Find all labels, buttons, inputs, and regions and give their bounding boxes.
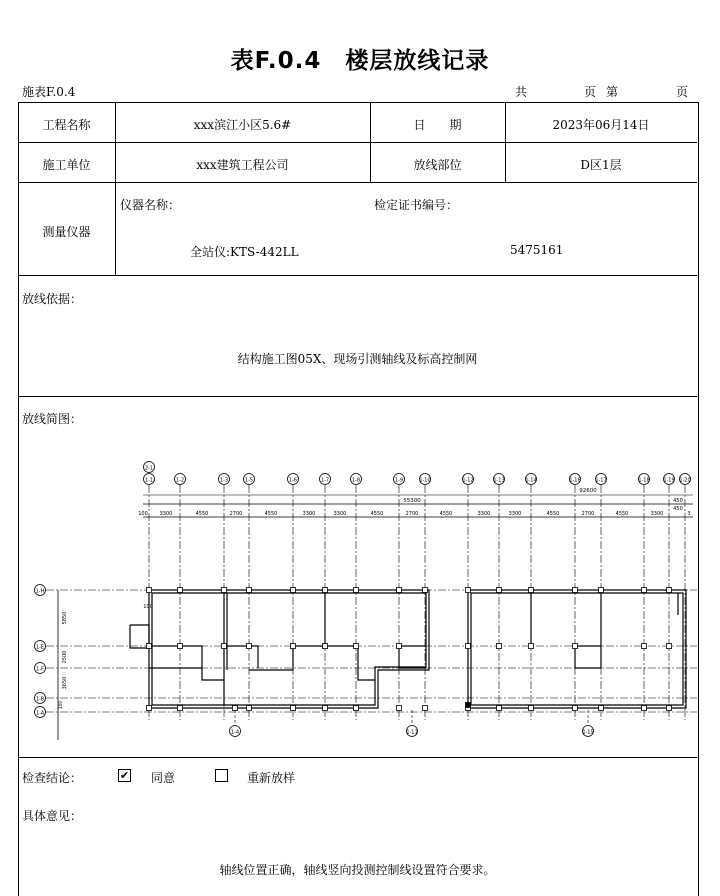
- row-divider: [18, 757, 697, 758]
- column: [147, 588, 152, 593]
- dimension-text: 100: [59, 700, 64, 710]
- column: [291, 588, 296, 593]
- axis-label: 1-19: [663, 477, 675, 484]
- page-title: 表F.0.4 楼层放线记录: [230, 48, 490, 74]
- axis-label: 1-14: [525, 477, 537, 484]
- axis-label: 1-1: [144, 477, 154, 484]
- axis-label: 1-2: [175, 477, 185, 484]
- axis-label: 1-H: [35, 588, 45, 595]
- relay-label: 重新放样: [247, 771, 296, 785]
- row-divider: [18, 275, 697, 276]
- dimension-text: 100: [143, 604, 153, 610]
- column: [573, 644, 578, 649]
- axis-label: 1-F: [36, 666, 44, 673]
- agree-label: 同意: [151, 771, 176, 785]
- agree-checkbox[interactable]: ✔: [119, 769, 130, 782]
- axis-label: 1-18: [638, 477, 650, 484]
- column: [529, 644, 534, 649]
- wall: [471, 593, 683, 705]
- basis-label: 放线依据：: [22, 292, 83, 306]
- column: [423, 588, 428, 593]
- date-value: 2023年06月14日: [552, 118, 650, 132]
- row-divider: [18, 396, 697, 397]
- construction-unit-label: 施工单位: [42, 158, 91, 172]
- instrument-label: 测量仪器: [42, 225, 91, 239]
- column: [497, 706, 502, 711]
- dimension-total: 92600: [579, 488, 597, 494]
- column: [497, 588, 502, 593]
- column: [147, 644, 152, 649]
- dimension-text: 3300: [477, 511, 491, 517]
- page-label-2: 页: [676, 85, 689, 99]
- dimension-text: 4550: [615, 511, 629, 517]
- column: [147, 706, 152, 711]
- row-divider: [18, 142, 697, 143]
- axis-label: 1-12: [462, 477, 474, 484]
- wall: [249, 646, 293, 670]
- column: [466, 703, 471, 708]
- column: [233, 706, 238, 711]
- dimension-text: 5850: [62, 611, 68, 625]
- axis-label: 1-8: [351, 477, 361, 484]
- column: [247, 706, 252, 711]
- axis-label: 1-4: [230, 729, 240, 736]
- wall: [293, 646, 375, 680]
- opinion-label: 具体意见：: [22, 809, 83, 823]
- floor-plan-sketch: [18, 440, 697, 752]
- wall: [399, 646, 426, 668]
- dimension-text: 4550: [195, 511, 209, 517]
- column: [354, 706, 359, 711]
- column: [178, 706, 183, 711]
- column: [573, 706, 578, 711]
- dimension-text: 3650: [62, 676, 68, 690]
- axis-label: 1-10: [419, 477, 431, 484]
- column: [599, 706, 604, 711]
- column: [323, 588, 328, 593]
- column: [222, 644, 227, 649]
- column: [466, 588, 471, 593]
- column: [247, 644, 252, 649]
- dimension-total: 55300: [403, 498, 421, 504]
- column: [423, 706, 428, 711]
- column: [178, 644, 183, 649]
- axis-label: 1-9: [394, 477, 404, 484]
- instrument-name-value: 全站仪:KTS-442LL: [190, 245, 299, 259]
- axis-label: 1-A: [35, 710, 45, 717]
- certificate-value: 5475161: [510, 243, 564, 257]
- row-divider: [18, 182, 697, 183]
- layout-part-value: D区1层: [580, 158, 622, 172]
- certificate-label: 检定证书编号：: [374, 198, 459, 212]
- dimension-text: 2700: [229, 511, 243, 517]
- column: [222, 588, 227, 593]
- axis-label: 1-5: [244, 477, 254, 484]
- dimension-text: 3: [687, 511, 691, 517]
- column: [497, 644, 502, 649]
- column: [178, 588, 183, 593]
- column: [642, 706, 647, 711]
- dimension-text: 4550: [370, 511, 384, 517]
- project-name-label: 工程名称: [42, 118, 91, 132]
- wall: [149, 646, 224, 680]
- column: [291, 706, 296, 711]
- column: [667, 588, 672, 593]
- dimension-text: 2700: [581, 511, 595, 517]
- column: [397, 644, 402, 649]
- column: [599, 588, 604, 593]
- page-total-label: 共: [515, 85, 528, 99]
- page-nth-label: 第: [606, 85, 619, 99]
- column: [529, 588, 534, 593]
- dimension-text: 4550: [439, 511, 453, 517]
- axis-label: 1-11: [406, 729, 418, 736]
- column: [323, 644, 328, 649]
- form-number: 施表F.0.4: [22, 85, 76, 99]
- wall: [149, 590, 429, 708]
- axis-label: 1-16: [569, 477, 581, 484]
- column: [323, 706, 328, 711]
- dimension-text: 2700: [405, 511, 419, 517]
- dimension-text: 450: [673, 498, 683, 504]
- axis-label: 1-6: [288, 477, 298, 484]
- date-label: 日 期: [413, 118, 462, 132]
- dimension-text: 3300: [159, 511, 173, 517]
- column: [466, 644, 471, 649]
- page-label: 页: [584, 85, 597, 99]
- column: [642, 644, 647, 649]
- column: [247, 588, 252, 593]
- axis-label: 1-17: [595, 477, 607, 484]
- column: [397, 588, 402, 593]
- wall: [152, 593, 426, 705]
- axis-label: 1-7: [320, 477, 330, 484]
- column: [354, 644, 359, 649]
- column: [529, 706, 534, 711]
- sketch-label: 放线简图：: [22, 412, 83, 426]
- layout-part-label: 放线部位: [413, 158, 462, 172]
- axis-label: 1-15: [582, 729, 594, 736]
- project-name-value: xxx滨江小区5.6#: [193, 118, 292, 132]
- column: [573, 588, 578, 593]
- dimension-text: 450: [673, 506, 683, 512]
- column: [667, 706, 672, 711]
- axis-label: 1-E: [35, 644, 45, 651]
- conclusion-label: 检查结论：: [22, 771, 83, 785]
- axis-label: 1-20: [679, 477, 691, 484]
- column: [667, 644, 672, 649]
- column: [354, 588, 359, 593]
- dimension-text: 100: [138, 511, 148, 517]
- dimension-text: 4550: [264, 511, 278, 517]
- wall: [468, 590, 686, 708]
- column: [397, 706, 402, 711]
- basis-value: 结构施工图05X、现场引测轴线及标高控制网: [237, 352, 478, 366]
- wall: [575, 646, 601, 668]
- opinion-value: 轴线位置正确，轴线竖向投测控制线设置符合要求。: [219, 863, 496, 877]
- dimension-text: 3300: [650, 511, 664, 517]
- column: [642, 588, 647, 593]
- construction-unit-value: xxx建筑工程公司: [196, 158, 289, 172]
- axis-label: 1-13: [493, 477, 505, 484]
- dimension-text: 4550: [546, 511, 560, 517]
- dimension-text: 3300: [508, 511, 522, 517]
- axis-label: 2-1: [144, 465, 154, 472]
- relay-checkbox[interactable]: [215, 769, 228, 782]
- instrument-name-label: 仪器名称：: [120, 198, 181, 212]
- axis-label: 1-B: [35, 696, 45, 703]
- wall: [224, 646, 258, 668]
- dimension-text: 3300: [333, 511, 347, 517]
- dimension-text: 3300: [302, 511, 316, 517]
- axis-label: 1-3: [219, 477, 229, 484]
- dimension-text: 2500: [62, 650, 68, 664]
- column: [291, 644, 296, 649]
